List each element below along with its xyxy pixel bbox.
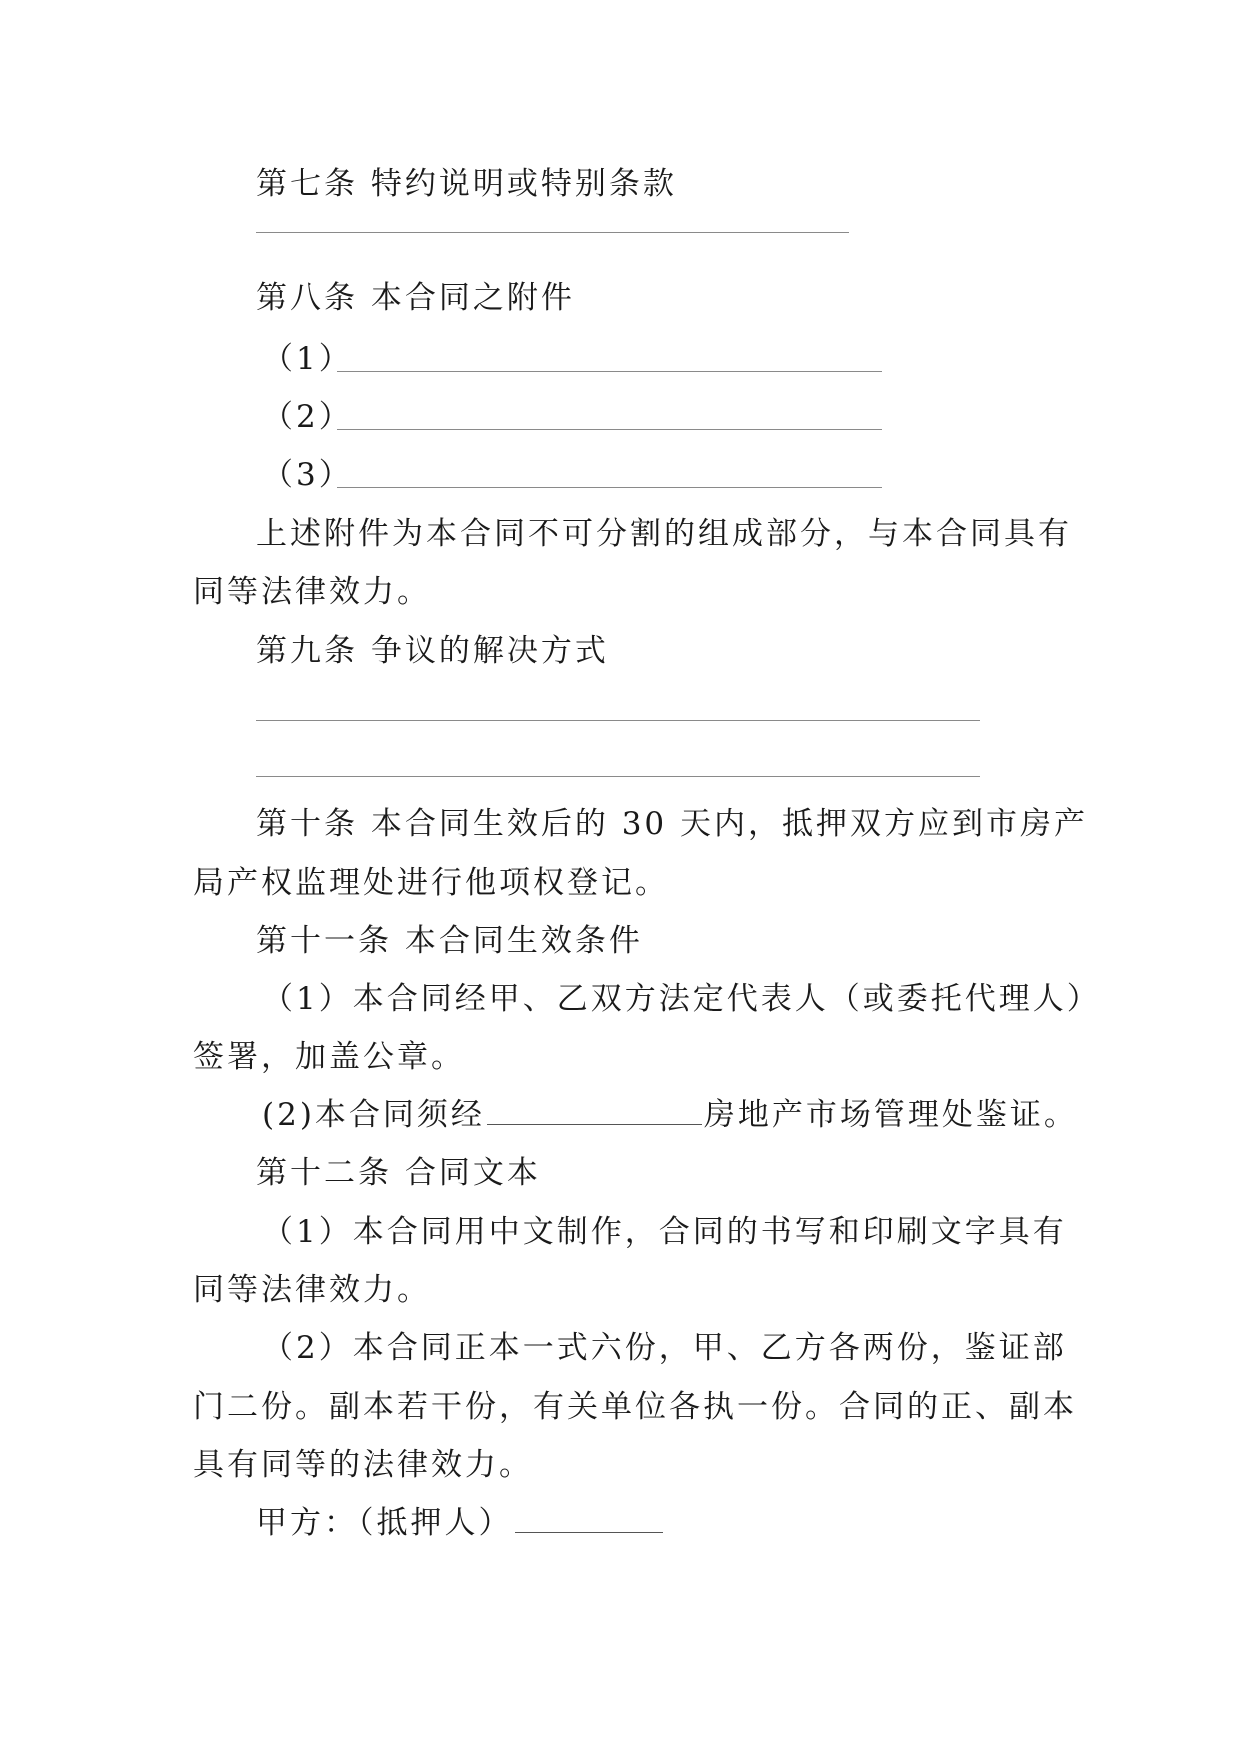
- attachment-item-2-label: （2）: [262, 399, 353, 435]
- article-11-title: 第十一条 本合同生效条件: [256, 923, 643, 959]
- party-a-label: 甲方：（抵押人）: [256, 1505, 513, 1541]
- article-7-blank-line: [256, 232, 849, 233]
- article-9-title: 第九条 争议的解决方式: [256, 633, 609, 669]
- article-7-title: 第七条 特约说明或特别条款: [256, 166, 677, 202]
- article-11-clause-2-suffix: 房地产市场管理处鉴证。: [703, 1097, 1078, 1133]
- article-9-blank-line-2: [256, 776, 980, 777]
- attachment-item-1-label: （1）: [262, 341, 353, 377]
- article-12-clause-2-line-2: 门二份。副本若干份，有关单位各执一份。合同的正、副本: [193, 1389, 1077, 1425]
- attachment-item-1-blank: [337, 371, 882, 372]
- article-9-blank-line-1: [256, 720, 980, 721]
- article-12-clause-1-line-1: （1）本合同用中文制作，合同的书写和印刷文字具有: [262, 1214, 1067, 1250]
- article-11-clause-1-line-2: 签署，加盖公章。: [193, 1039, 465, 1075]
- attachment-item-2-blank: [337, 429, 882, 430]
- attachment-note-line-2: 同等法律效力。: [193, 574, 431, 610]
- attachment-item-3-label: （3）: [262, 457, 353, 493]
- appraisal-office-blank: [487, 1096, 702, 1125]
- article-12-clause-2-line-1: （2）本合同正本一式六份，甲、乙方各两份，鉴证部: [262, 1330, 1067, 1366]
- party-a-signature-blank: [515, 1504, 663, 1533]
- attachment-note-line-1: 上述附件为本合同不可分割的组成部分，与本合同具有: [256, 516, 1072, 552]
- attachment-item-3-blank: [337, 487, 882, 488]
- article-8-title: 第八条 本合同之附件: [256, 280, 575, 316]
- article-12-clause-2-line-3: 具有同等的法律效力。: [193, 1447, 533, 1483]
- article-12-title: 第十二条 合同文本: [256, 1155, 541, 1191]
- article-11-clause-2: [262, 1095, 1078, 1135]
- article-11-clause-1-line-1: （1）本合同经甲、乙双方法定代表人（或委托代理人）: [262, 981, 1101, 1017]
- article-12-clause-1-line-2: 同等法律效力。: [193, 1272, 431, 1308]
- article-11-clause-2-prefix: (2)本合同须经: [262, 1097, 485, 1133]
- article-10-line-1: 第十条 本合同生效后的 30 天内，抵押双方应到市房产: [256, 806, 1089, 842]
- party-a-signature: [256, 1503, 665, 1543]
- article-10-line-2: 局产权监理处进行他项权登记。: [193, 865, 669, 901]
